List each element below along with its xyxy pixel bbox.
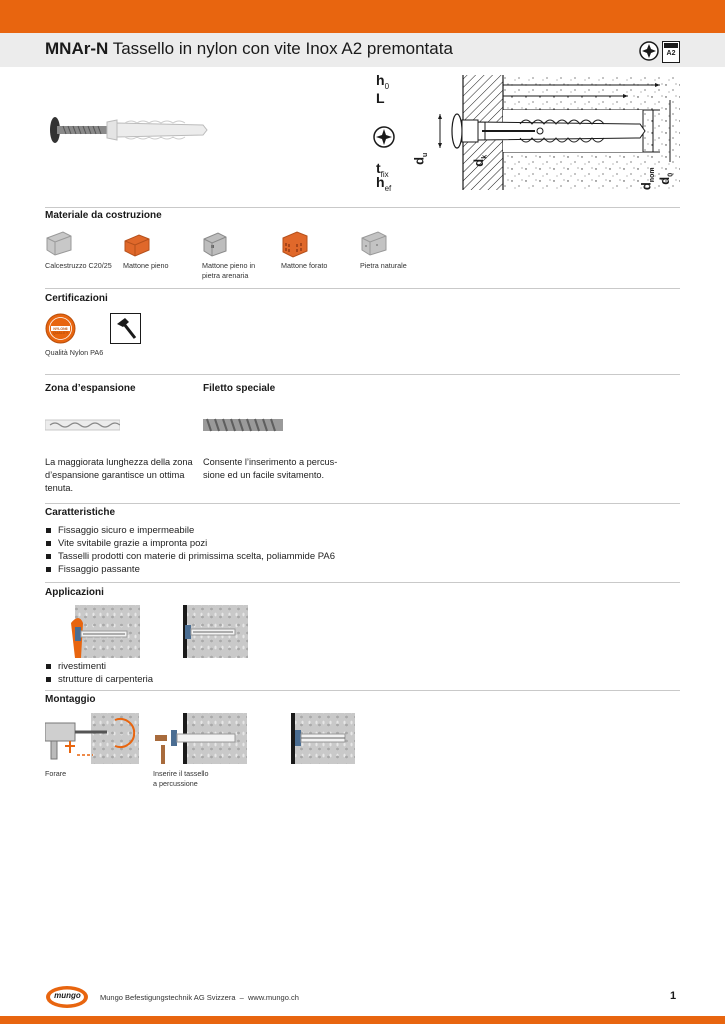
label-tfix: $t_{fix}$	[376, 160, 389, 179]
label-L: L	[376, 90, 385, 106]
divider	[45, 503, 680, 504]
characteristics-list	[45, 524, 665, 576]
product-photo	[45, 110, 210, 150]
assembly-step-label: Forare	[45, 769, 67, 778]
badge-text: NYLON6 QUALITY	[52, 327, 69, 335]
natural-stone-icon	[360, 230, 388, 256]
materials-heading: Materiale da costruzione	[45, 210, 162, 221]
concrete-block-icon	[45, 230, 73, 256]
assembly-step-final-image	[261, 713, 355, 764]
certification-label: Qualità Nylon PA6	[45, 348, 104, 357]
divider	[45, 690, 680, 691]
application-image-carpentry	[153, 605, 248, 658]
application-image-cladding	[45, 605, 140, 658]
list-item: rivestimenti	[45, 660, 345, 673]
expansion-text: La maggiorata lunghezza della zona d’espansione garantisce un ottima tenuta.	[45, 457, 193, 493]
divider	[45, 582, 680, 583]
page-number: 1	[670, 990, 677, 1002]
certifications-heading: Certificazioni	[45, 293, 108, 304]
characteristics-heading: Caratteristiche	[45, 507, 116, 518]
a2-badge-label: A2	[666, 50, 676, 57]
sand-lime-brick-icon	[202, 231, 228, 257]
list-item: Tasselli prodotti con materie di primissima scelta, poliammide PA6	[45, 550, 665, 563]
material-label: Pietra naturale	[360, 261, 407, 270]
label-d0: $d_0$	[657, 172, 675, 185]
thread-text: Consente l’inserimento a percussione ed un facile svitamento.	[203, 457, 338, 480]
divider	[45, 288, 680, 289]
applications-list	[45, 660, 345, 686]
nylon-quality-badge	[45, 313, 76, 344]
expansion-heading: Zona d’espansione	[45, 383, 136, 394]
label-hef: $h_{ef}$	[376, 174, 392, 193]
list-item: Fissaggio passante	[45, 563, 665, 576]
product-title: Tassello in nylon con vite Inox A2 premontata	[108, 39, 453, 58]
footer-company: Mungo Befestigungstechnik AG Svizzera	[100, 993, 236, 1002]
label-dnom: $d_{nom}$	[638, 167, 657, 191]
list-item: Fissaggio sicuro e impermeabile	[45, 524, 665, 537]
solid-brick-icon	[123, 233, 151, 257]
applications-heading: Applicazioni	[45, 587, 104, 598]
footer-separator: –	[239, 993, 244, 1002]
a2-badge	[662, 41, 680, 63]
footer-text	[100, 993, 299, 1002]
thread-heading: Filetto speciale	[203, 383, 276, 394]
list-item: strutture di carpenteria	[45, 673, 345, 686]
expansion-zone-image	[45, 414, 120, 436]
list-item: Vite svitabile grazie a impronta pozi	[45, 537, 665, 550]
divider	[45, 374, 680, 375]
perforated-brick-icon	[281, 230, 309, 258]
special-thread-image	[203, 415, 283, 435]
assembly-step-insert-image	[153, 713, 247, 764]
product-code: MNAr-N	[45, 39, 109, 58]
top-orange-bar	[0, 0, 725, 33]
material-label: Mattone forato	[281, 261, 328, 270]
mungo-logo	[45, 984, 90, 1010]
hammer-icon	[110, 313, 141, 344]
pozidriv-icon	[639, 41, 659, 61]
assembly-heading: Montaggio	[45, 694, 96, 705]
assembly-step-label: Inserire il tassello a percussione	[153, 769, 209, 788]
footer-website-link[interactable]: www.mungo.ch	[248, 993, 299, 1002]
material-label: Calcestruzzo C20/25	[45, 261, 112, 270]
divider	[45, 207, 680, 208]
assembly-step-drill-image	[45, 713, 139, 764]
label-h0: $h_0$	[376, 72, 390, 91]
page-title	[45, 39, 453, 59]
logo-text: mungo	[54, 991, 81, 1000]
material-label: Mattone pieno in pietra arenaria	[202, 261, 256, 280]
label-du: $d_u$	[411, 152, 429, 165]
material-label: Mattone pieno	[123, 261, 169, 270]
label-dk: $d_k$	[471, 154, 489, 167]
bottom-orange-bar	[0, 1016, 725, 1024]
